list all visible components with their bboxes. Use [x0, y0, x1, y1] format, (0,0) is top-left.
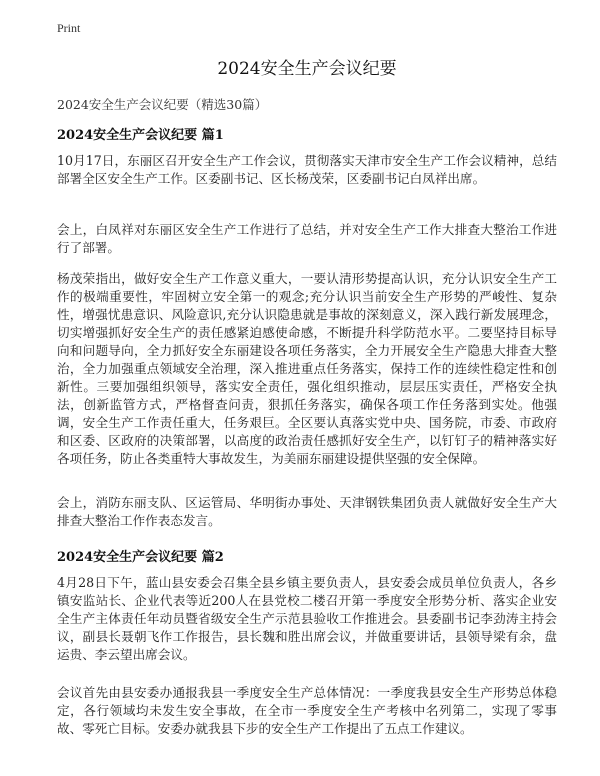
section-1-paragraph-4: 会上，消防东丽支队、区运管局、华明街办事处、天津钢铁集团负责人就做好安全生产大排查大整治工作作表态发言。 [57, 495, 557, 528]
section-1-paragraph-3: 杨茂荣指出，做好安全生产工作意义重大，一要认清形势提高认识，充分认识安全生产工作的极端重要性，牢固树立安全第一的观念;充分认识当前安全生产形势的严峻性、复杂性，增强忧患意识、风险意识,充分认识隐患就是事故的深刻意义，深入践行新发展理念，切实增强抓好安全生产的责任感紧迫感使命感，不断提升科学防范水平。二要坚持目标导向和问题导向，全力抓好安全东丽建设各项任务落实，全力开展安全生产隐患大排查大整治，全力加强重点领域安全治理，深入推进重点任务落实，保持工作的连续性稳定性和创新性。三要加强组织领导，落实安全责任，强化组织推动，层层压实责任，严格安全执法，创新监管方式，严格督查问责，狠抓任务落实，确保各项工作任务落到实处。他强调，安全生产工作责任重大，任务艰巨。全区要认真落实党中央、国务院，市委、市政府和区委、区政府的决策部署，以高度的政治责任感抓好安全生产，以钉钉子的精神落实好各项任务，防止各类重特大事故发生，为美丽东丽建设提供坚强的安全保障。 [57, 271, 557, 466]
section-1-paragraph-1: 10月17日，东丽区召开安全生产工作会议，贯彻落实天津市安全生产工作会议精神，总结部署全区安全生产工作。区委副书记、区长杨茂荣，区委副书记白凤祥出席。 [57, 153, 557, 186]
document-subtitle: 2024安全生产会议纪要（精选30篇） [57, 97, 268, 112]
section-1-paragraph-2: 会上，白凤祥对东丽区安全生产工作进行了总结，并对安全生产工作大排查大整治工作进行了部署。 [57, 222, 557, 255]
document-title: 2024安全生产会议纪要 [217, 59, 397, 79]
section-heading-2: 2024安全生产会议纪要 篇2 [57, 550, 224, 565]
print-button[interactable]: Print [57, 21, 81, 35]
section-2-paragraph-1: 4月28日下午，蓝山县安委会召集全县乡镇主要负责人，县安委会成员单位负责人，各乡镇安监站长、企业代表等近200人在县党校二楼召开第一季度安全形势分析、落实企业安全生产主体责任年动员暨省级安全生产示范县验收工作推进会。县委副书记李劲涛主持会议，副县长聂朝飞作工作报告，县长魏和胜出席会议，并做重要讲话，县领导梁有余，盘运贵、李云望出席会议。 [57, 575, 557, 662]
section-heading-1: 2024安全生产会议纪要 篇1 [57, 128, 224, 143]
section-2-paragraph-2: 会议首先由县安委办通报我县一季度安全生产总体情况：一季度我县安全生产形势总体稳定，各行领域均未发生安全事故，在全市一季度安全生产考核中名列第二，实现了零事故、零死亡目标。安委办就我县下步的安全生产工作提出了五点工作建议。 [57, 685, 557, 736]
